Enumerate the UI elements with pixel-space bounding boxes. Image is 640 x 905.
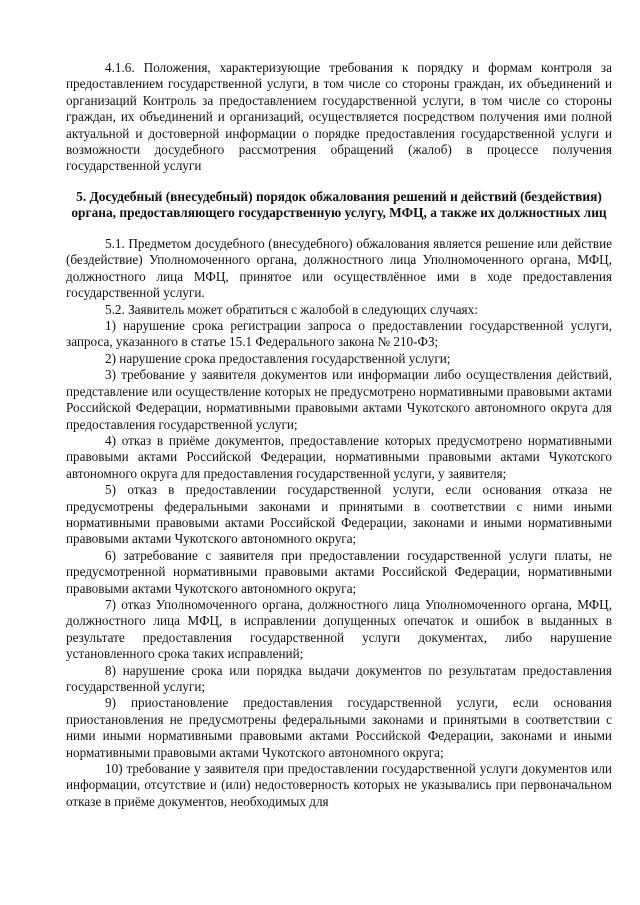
list-item-5: 5) отказ в предоставлении государственной услуги, если основания отказа не предусмотрены федеральными законами и принятыми в соответствии с ними иными нормативными правовыми актами Российской Федерации, законами и иными нормативными правовыми актами Чукотского автономного округа; — [66, 482, 612, 547]
list-item-4: 4) отказ в приёме документов, предоставление которых предусмотрено нормативными правовыми актами Российской Федерации, нормативными правовыми актами Чукотского автономного округа для предоставления государственной услуги, у заявителя; — [66, 432, 612, 481]
section-5-heading: 5. Досудебный (внесудебный) порядок обжалования решений и действий (бездействия) органа, предоставляющего государственную услугу, МФЦ, а также их должностных лиц — [71, 188, 607, 221]
list-item-9: 9) приостановление предоставления государственной услуги, если основания приостановления не предусмотрены федеральными законами и принятыми в соответствии с ними иными нормативными правовыми актами Российской Федерации, законами и иными нормативными правовыми актами Чукотского автономного округа; — [66, 695, 612, 760]
list-item-3: 3) требование у заявителя документов или информации либо осуществления действий, представление или осуществление которых не предусмотрено нормативными правовыми актами Российской Федерации, нормативными правовыми актами Чукотского автономного округа для предоставления государственной услуги; — [66, 367, 612, 432]
list-item-10: 10) требование у заявителя при предоставлении государственной услуги документов или информации, отсутствие и (или) недостоверность которых не указывались при первоначальном отказе в приёме документов, необходимых для — [66, 761, 612, 809]
list-item-8: 8) нарушение срока или порядка выдачи документов по результатам предоставления государственной услуги; — [66, 662, 612, 694]
paragraph-4-1-6: 4.1.6. Положения, характеризующие требования к порядку и формам контроля за предоставлением государственной услуги, в том числе со стороны граждан, их объединений и организаций Контроль за предоставлением государственной услуги, в том числе со стороны граждан, их объединений и организаций, осуществляется посредством получения ими полной актуальной и достоверной информации о порядке предоставления государственной услуги и возможности досудебного рассмотрения обращений (жалоб) в процессе получения государственной услуги — [66, 60, 612, 174]
list-item-7: 7) отказ Уполномоченного органа, должностного лица Уполномоченного органа, МФЦ, должностного лица МФЦ, в исправлении допущенных опечаток и ошибок в выданных в результате предоставления государственной услуги документах, либо нарушение установленного срока таких исправлений; — [66, 596, 612, 662]
list-item-1: 1) нарушение срока регистрации запроса о предоставлении государственной услуги, запроса, указанного в статье 15.1 Федерального закона № 210-ФЗ; — [66, 318, 612, 350]
document-page — [66, 60, 612, 810]
list-item-2: 2) нарушение срока предоставления государственной услуги; — [105, 350, 451, 366]
list-item-6: 6) затребование с заявителя при предоставлении государственной услуги платы, не предусмотренной нормативными правовыми актами Российской Федерации, нормативными правовыми актами Чукотского автономного округа; — [66, 547, 612, 596]
paragraph-5-1: 5.1. Предметом досудебного (внесудебного) обжалования является решение или действие (бездействие) Уполномоченного органа, должностного лица Уполномоченного органа, МФЦ, должностного лица МФЦ, принятое или осуществлённое ими в ходе предоставления государственной услуги. — [66, 236, 612, 301]
paragraph-5-2: 5.2. Заявитель может обратиться с жалобой в следующих случаях: — [105, 301, 478, 317]
